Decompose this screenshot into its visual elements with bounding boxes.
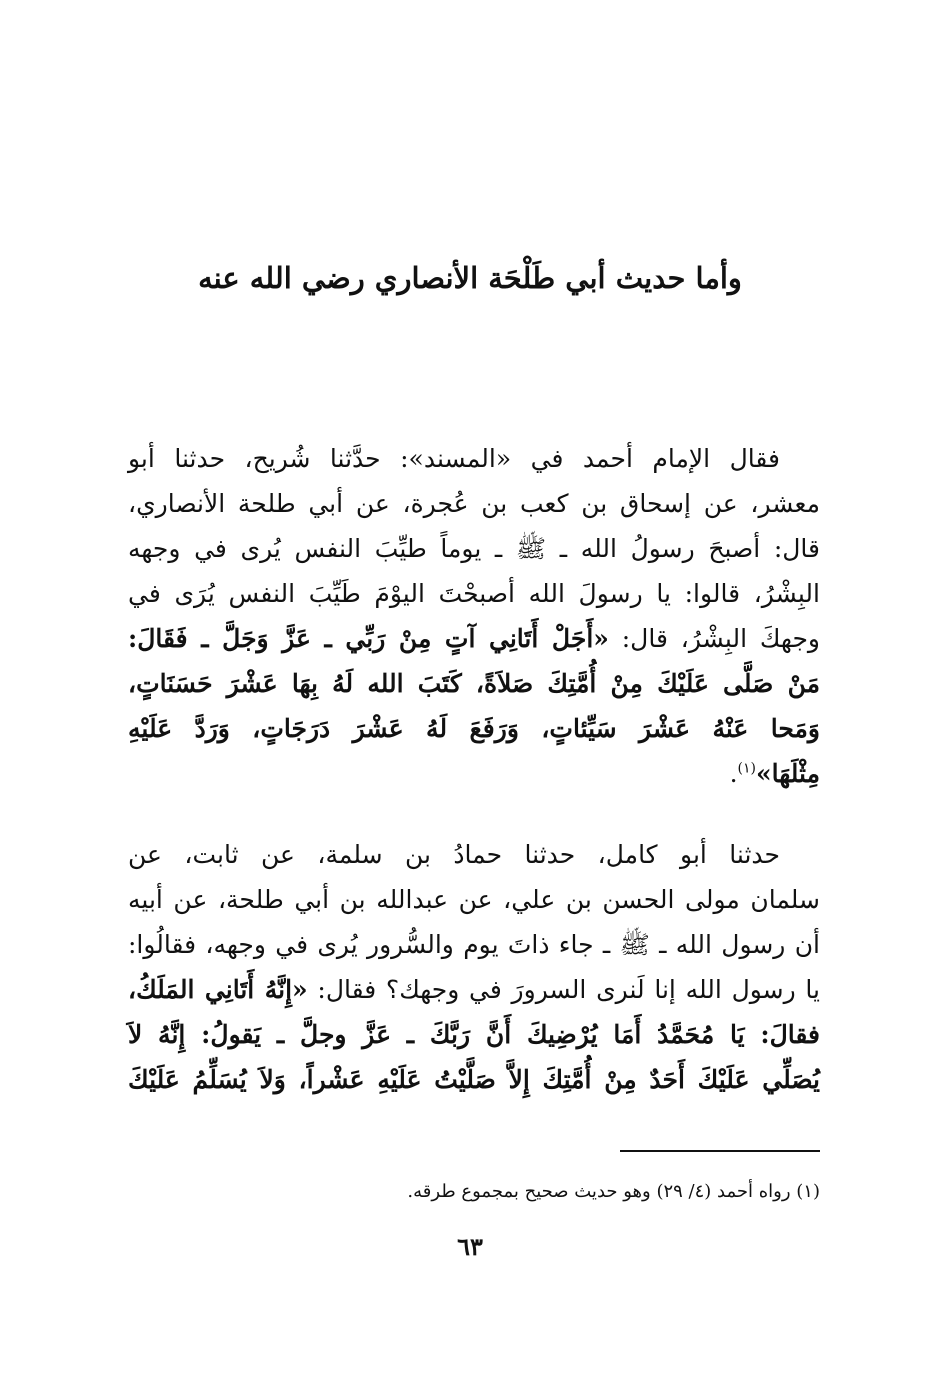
section-heading: وأما حديث أبي طَلْحَة الأنصاري رضي الله عنه [198,261,742,295]
text-line-mixed [128,616,820,661]
paragraph-1 [128,436,820,796]
text-line: حدثنا أبو كامل، حدثنا حمادُ بن سلمة، عن ثابت، عن [128,840,780,869]
text-segment: يا رسول الله إنا لَنرى السرورَ في وجهك؟ فقال: [317,975,820,1004]
page-number: ٦٣ [457,1232,483,1261]
text-line: قال: أصبحَ رسولُ الله ـ ﷺ ـ يوماً طيِّبَ النفس يُرى في وجهه [128,534,820,563]
hadith-quote: «أَجَلْ أَتَانِي آتٍ مِنْ رَبِّي ـ عَزَّ وَجَلَّ ـ فَقَالَ: [128,624,609,653]
text-line: معشر، عن إسحاق بن كعب بن عُجرة، عن أبي طلحة الأنصاري، [128,489,820,518]
hadith-quote: «إِنَّهُ أَتَانِي المَلَكُ، [128,975,308,1004]
hadith-quote-line: فقالَ: يَا مُحَمَّدُ أَمَا يُرْضِيكَ أَنَّ رَبَّكَ ـ عَزَّ وجلَّ ـ يَقولُ: إِنَّهُ لاَ [128,1020,820,1049]
hadith-quote-line: مَنْ صَلَّى عَلَيْكَ مِنْ أُمَّتِكَ صَلاَةً، كَتَبَ الله لَهُ بِهَا عَشْرَ حَسَنَاتٍ، [128,669,820,698]
hadith-quote: مِثْلَهَا» [756,759,820,788]
hadith-quote-line: يُصَلِّي عَلَيْكَ أَحَدٌ مِنْ أُمَّتِكَ إِلاَّ صَلَّيْتُ عَلَيْهِ عَشْراً، وَلاَ يُسَلِّمُ عَلَيْكَ [128,1065,820,1094]
footnote: (١) رواه أحمد (٤/ ٢٩) وهو حديث صحيح بمجموع طرقه. [407,1181,820,1202]
text-line: أن رسول الله ـ ﷺ ـ جاء ذاتَ يوم والسُّرور يُرى في وجهه، فقالُوا: [128,930,821,959]
text-line-end [128,751,820,796]
paragraph-2 [128,832,820,1102]
footnote-marker: (١) [737,760,757,777]
text-line: البِشْرُ، قالوا: يا رسولَ الله أصبحْتَ اليوْمَ طَيِّبَ النفس يُرَى في [128,579,820,608]
hadith-quote-line: وَمَحا عَنْهُ عَشْرَ سَيِّئاتٍ، وَرَفَعَ لَهُ عَشْرَ دَرَجَاتٍ، وَرَدَّ عَلَيْهِ [128,714,820,743]
sentence-end: . [729,759,738,788]
footnote-divider [620,1150,820,1152]
text-segment: وجهكَ البِشْرُ، قال: [621,624,820,653]
text-line-mixed [128,967,820,1012]
text-line: سلمان مولى الحسن بن علي، عن عبدالله بن أبي طلحة، عن أبيه [128,885,820,914]
text-line: فقال الإمام أحمد في «المسند»: حدَّثنا شُريح، حدثنا أبو [128,444,780,473]
